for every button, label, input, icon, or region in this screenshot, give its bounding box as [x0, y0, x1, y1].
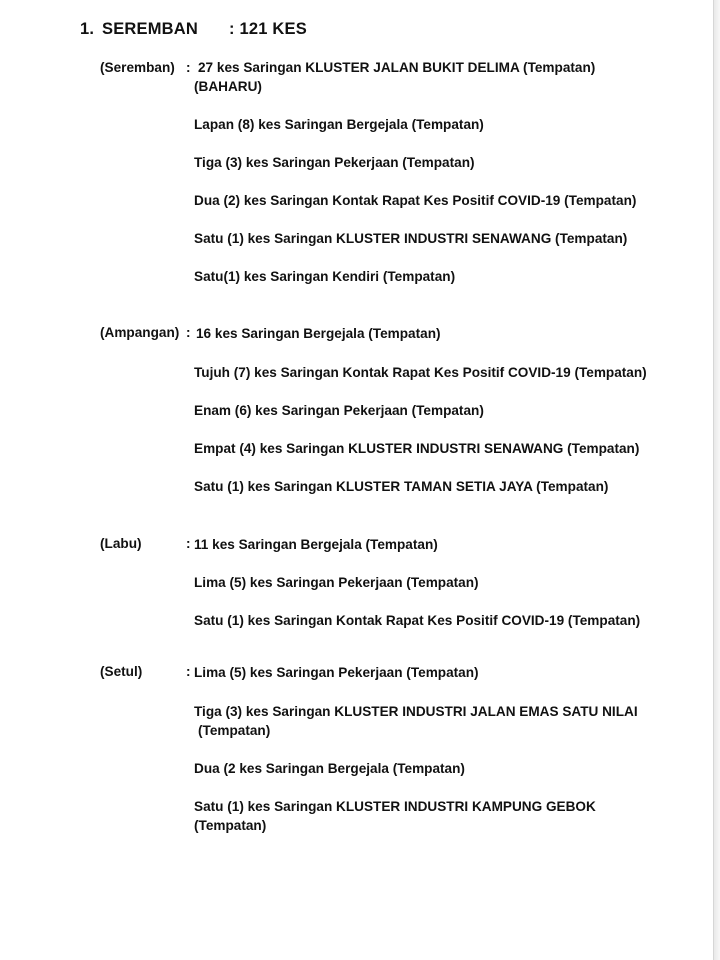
case-line: Tiga (3) kes Saringan Pekerjaan (Tempatan) — [194, 155, 475, 170]
case-line: Empat (4) kes Saringan KLUSTER INDUSTRI SENAWANG (Tempatan) — [194, 441, 640, 456]
case-line: 11 kes Saringan Bergejala (Tempatan) — [194, 537, 438, 552]
case-line: Lapan (8) kes Saringan Bergejala (Tempatan) — [194, 117, 484, 132]
district-title: SEREMBAN — [102, 20, 199, 38]
area-label-labu: (Labu) — [100, 536, 142, 551]
area-label-setul: (Setul) — [100, 664, 143, 679]
case-line: Tujuh (7) kes Saringan Kontak Rapat Kes Positif COVID-19 (Tempatan) — [194, 365, 647, 380]
area-colon: : — [186, 536, 191, 551]
area-colon: : — [186, 325, 191, 340]
case-line: Satu (1) kes Saringan KLUSTER INDUSTRI KAMPUNG GEBOK — [194, 799, 596, 814]
case-line: 16 kes Saringan Bergejala (Tempatan) — [196, 326, 441, 341]
case-line: 27 kes Saringan KLUSTER JALAN BUKIT DELIMA (Tempatan) — [198, 60, 596, 75]
case-line: (Tempatan) — [198, 723, 271, 738]
area-colon: : — [186, 60, 191, 75]
section-number: 1. — [80, 20, 95, 38]
case-line: Tiga (3) kes Saringan KLUSTER INDUSTRI JALAN EMAS SATU NILAI — [194, 704, 638, 719]
case-line: Satu (1) kes Saringan KLUSTER TAMAN SETIA JAYA (Tempatan) — [194, 479, 609, 494]
case-line: Lima (5) kes Saringan Pekerjaan (Tempatan) — [194, 665, 479, 680]
case-line: Enam (6) kes Saringan Pekerjaan (Tempatan) — [194, 403, 484, 418]
district-total: : 121 KES — [229, 20, 307, 38]
page-edge-shadow — [714, 0, 720, 960]
case-line: Dua (2 kes Saringan Bergejala (Tempatan) — [194, 761, 465, 776]
area-label-ampangan: (Ampangan) — [100, 325, 180, 340]
case-line: Lima (5) kes Saringan Pekerjaan (Tempatan) — [194, 575, 479, 590]
case-line: Dua (2) kes Saringan Kontak Rapat Kes Positif COVID-19 (Tempatan) — [194, 193, 637, 208]
case-line: (Tempatan) — [194, 818, 267, 833]
case-line: Satu (1) kes Saringan Kontak Rapat Kes Positif COVID-19 (Tempatan) — [194, 613, 641, 628]
area-label-seremban: (Seremban) — [100, 60, 175, 75]
case-line: (BAHARU) — [194, 79, 262, 94]
case-line: Satu(1) kes Saringan Kendiri (Tempatan) — [194, 269, 456, 284]
area-colon: : — [186, 664, 191, 679]
case-line: Satu (1) kes Saringan KLUSTER INDUSTRI SENAWANG (Tempatan) — [194, 231, 628, 246]
